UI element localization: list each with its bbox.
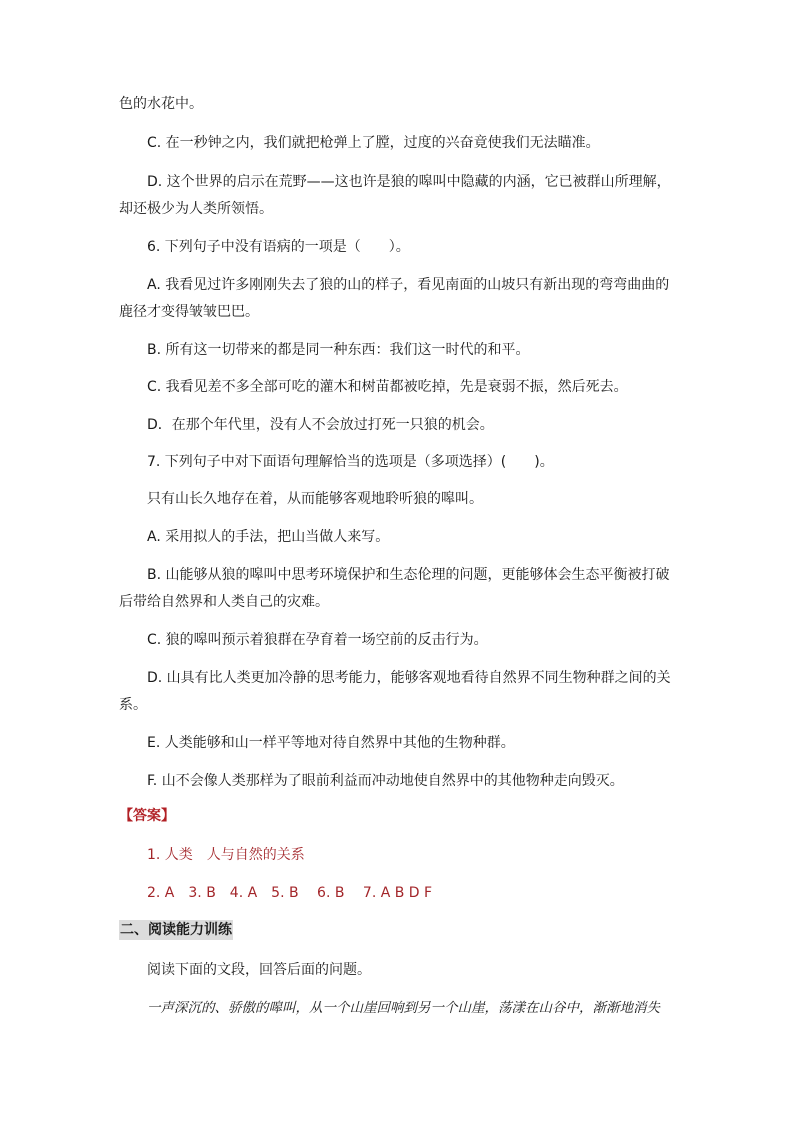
q7-option-f: F. 山不会像人类那样为了眼前利益而冲动地使自然界中的其他物种走向毁灭。: [147, 773, 624, 789]
q6-option-b: B. 所有这一切带来的都是同一种东西：我们这一时代的和平。: [147, 342, 530, 358]
question-6: 6. 下列句子中没有语病的一项是（ ）。: [147, 239, 410, 255]
answer-label: 【答案】: [119, 808, 175, 824]
q7-option-d: D. 山具有比人类更加冷静的思考能力，能够客观地看待自然界不同生物种群之间的关: [147, 670, 671, 686]
q7-option-d-continued: 系。: [119, 697, 147, 713]
q7-option-b: B. 山能够从狼的嗥叫中思考环境保护和生态伦理的问题，更能够体会生态平衡被打破: [147, 567, 670, 583]
q6-option-a-continued: 鹿径才变得皱皱巴巴。: [119, 304, 259, 320]
q7-option-a: A. 采用拟人的手法，把山当做人来写。: [147, 529, 390, 545]
q7-quoted-sentence: 只有山长久地存在着，从而能够客观地聆听狼的嗥叫。: [147, 491, 483, 507]
option-d-continued: 却还极少为人类所领悟。: [119, 201, 273, 217]
reading-passage-line: 一声深沉的、骄傲的嗥叫，从一个山崖回响到另一个山崖，荡漾在山谷中，渐渐地消失: [147, 1000, 660, 1016]
reading-instruction: 阅读下面的文段，回答后面的问题。: [147, 962, 371, 978]
option-d: D. 这个世界的启示在荒野——这也许是狼的嗥叫中隐藏的内涵，它已被群山所理解，: [147, 174, 671, 190]
q7-option-e: E. 人类能够和山一样平等地对待自然界中其他的生物种群。: [147, 735, 515, 751]
q6-option-a: A. 我看见过许多刚刚失去了狼的山的样子，看见南面的山坡只有新出现的弯弯曲曲的: [147, 277, 670, 293]
option-c: C. 在一秒钟之内，我们就把枪弹上了膛，过度的兴奋竟使我们无法瞄准。: [147, 135, 600, 151]
answer-line-2: 2. A 3. B 4. A 5. B 6. B 7. A B D F: [147, 885, 433, 901]
answer-line-1: 1. 人类 人与自然的关系: [147, 847, 305, 863]
section-heading: 二、阅读能力训练: [120, 922, 232, 938]
paragraph-line: 色的水花中。: [119, 96, 203, 112]
q6-option-c: C. 我看见差不多全部可吃的灌木和树苗都被吃掉，先是衰弱不振，然后死去。: [147, 379, 628, 395]
q6-option-d: D．在那个年代里，没有人不会放过打死一只狼的机会。: [147, 417, 494, 433]
question-7: 7. 下列句子中对下面语句理解恰当的选项是（多项选择）( )。: [147, 454, 554, 470]
q7-option-c: C. 狼的嗥叫预示着狼群在孕育着一场空前的反击行为。: [147, 632, 488, 648]
q7-option-b-continued: 后带给自然界和人类自己的灾难。: [119, 594, 329, 610]
